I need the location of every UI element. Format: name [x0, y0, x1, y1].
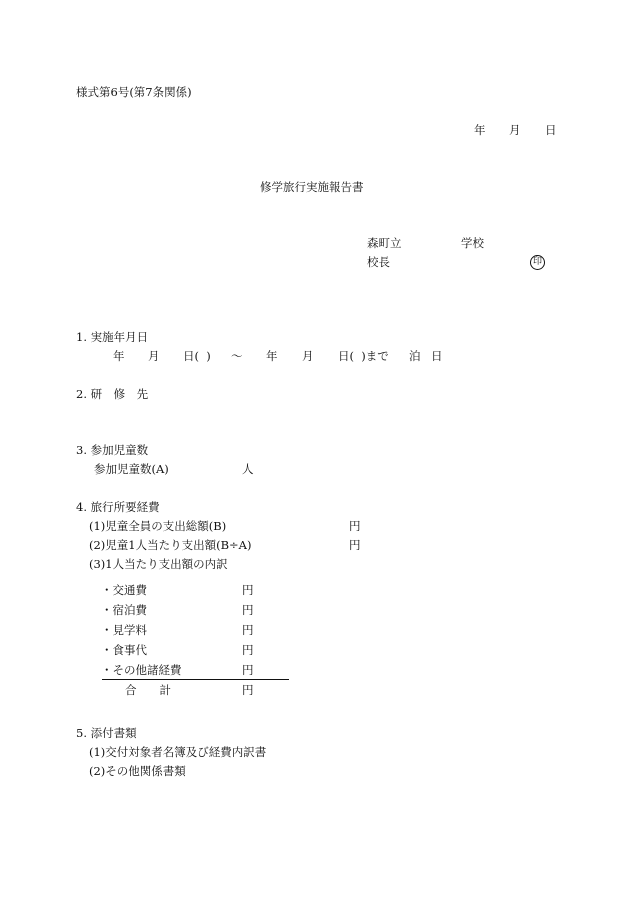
- breakdown-item-label: ・見学料: [101, 623, 147, 637]
- breakdown-total-label: 合 計: [125, 683, 171, 697]
- document-title: 修学旅行実施報告書: [260, 180, 364, 194]
- per-child-expense-label: (2)児童1人当たり支出額(B÷A): [89, 538, 252, 552]
- start-day: 日( ): [183, 349, 211, 363]
- section-1-heading: 1. 実施年月日: [76, 330, 149, 344]
- breakdown-total-unit: 円: [242, 683, 254, 697]
- form-number: 様式第6号(第7条関係): [76, 85, 192, 99]
- range-tilde: ～: [231, 349, 243, 363]
- start-year: 年: [113, 349, 125, 363]
- breakdown-item-unit: 円: [242, 583, 254, 597]
- date-day-label: 日: [545, 123, 557, 137]
- participants-unit: 人: [242, 462, 254, 476]
- attachment-1: (1)交付対象者名簿及び経費内訳書: [89, 745, 267, 759]
- attachment-2: (2)その他関係書類: [89, 764, 186, 778]
- seal-mark: 印: [530, 255, 545, 270]
- breakdown-item-unit: 円: [242, 643, 254, 657]
- days-label: 日: [431, 349, 443, 363]
- section-4-heading: 4. 旅行所要経費: [76, 500, 160, 514]
- breakdown-item-unit: 円: [242, 623, 254, 637]
- total-expense-unit: 円: [349, 519, 361, 533]
- section-2-heading: 2. 研 修 先: [76, 387, 149, 401]
- section-5-heading: 5. 添付書類: [76, 726, 137, 740]
- breakdown-item-unit: 円: [242, 663, 254, 677]
- school-suffix: 学校: [461, 236, 484, 250]
- breakdown-item-label: ・交通費: [101, 583, 147, 597]
- principal-label: 校長: [367, 255, 390, 269]
- breakdown-item-label: ・その他諸経費: [101, 663, 182, 677]
- date-year-label: 年: [474, 123, 486, 137]
- breakdown-item-unit: 円: [242, 603, 254, 617]
- breakdown-heading: (3)1人当たり支出額の内訳: [89, 557, 228, 571]
- end-month: 月: [302, 349, 314, 363]
- per-child-expense-unit: 円: [349, 538, 361, 552]
- breakdown-item-label: ・食事代: [101, 643, 147, 657]
- section-3-heading: 3. 参加児童数: [76, 443, 149, 457]
- nights-label: 泊: [409, 349, 421, 363]
- total-divider-line: [102, 679, 289, 680]
- start-month: 月: [148, 349, 160, 363]
- end-day: 日( )まで: [338, 349, 389, 363]
- breakdown-item-label: ・宿泊費: [101, 603, 147, 617]
- date-month-label: 月: [509, 123, 521, 137]
- school-prefix: 森町立: [367, 236, 402, 250]
- total-expense-label: (1)児童全員の支出総額(B): [89, 519, 227, 533]
- end-year: 年: [266, 349, 278, 363]
- participants-label: 参加児童数(A): [94, 462, 169, 476]
